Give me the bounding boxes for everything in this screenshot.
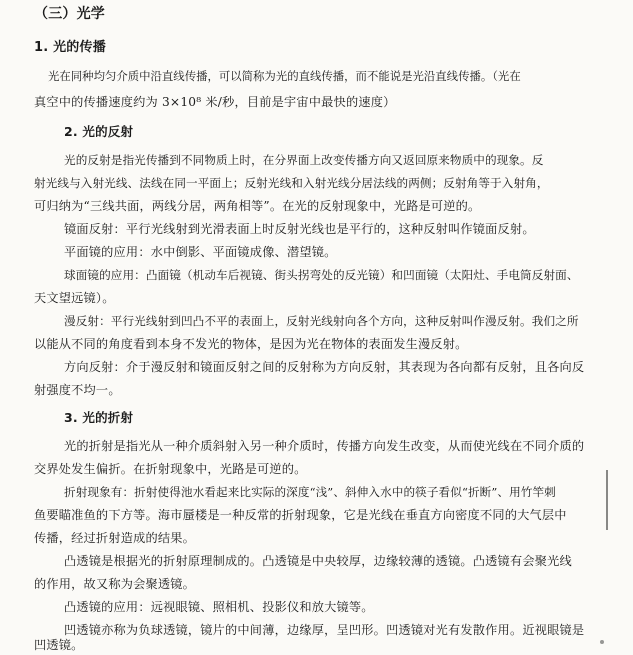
paragraph-line: 射光线与入射光线、法线在同一平面上；反射光线和入射光线分居法线的两侧；反射角等于入射角， (34, 176, 549, 190)
paragraph-line: 凸透镜的应用：远视眼镜、照相机、投影仪和放大镜等。 (64, 600, 374, 614)
paragraph-line: 镜面反射：平行光线射到光滑表面上时反射光线也是平行的，这种反射叫作镜面反射。 (64, 222, 535, 236)
scan-edge-mark (606, 470, 608, 530)
paragraph-line: 凹透镜亦称为负球透镜，镜片的中间薄，边缘厚，呈凹形。凹透镜对光有发散作用。近视眼镜是 (64, 623, 585, 637)
paragraph-line: 凸透镜是根据光的折射原理制成的。凸透镜是中央较厚，边缘较薄的透镜。凸透镜有会聚光线 (64, 554, 572, 568)
paragraph-line: 光的折射是指光从一种介质斜射入另一种介质时，传播方向发生改变，从而使光线在不同介质的 (64, 439, 585, 453)
paragraph-line: 方向反射：介于漫反射和镜面反射之间的反射称为方向反射，其表现为各向都有反射，且各向反 (64, 360, 585, 374)
paragraph-line: 平面镜的应用：水中倒影、平面镜成像、潜望镜。 (64, 245, 337, 259)
paragraph-line: 折射现象有：折射使得池水看起来比实际的深度“浅”、斜伸入水中的筷子看似“折断”、用竹竿刺 (64, 485, 556, 499)
paragraph-line: 漫反射：平行光线射到凹凸不平的表面上，反射光线射向各个方向，这种反射叫作漫反射。我们之所 (64, 314, 579, 328)
subsection-2-title: 2. 光的反射 (64, 124, 134, 139)
paragraph-line: 光在同种均匀介质中沿直线传播，可以简称为光的直线传播，而不能说是光沿直线传播。（光在 (48, 69, 521, 83)
paragraph-line: 的作用，故又称为会聚透镜。 (34, 577, 196, 591)
paragraph-line: 可归纳为“三线共面，两线分居，两角相等”。在光的反射现象中，光路是可逆的。 (34, 199, 481, 213)
paragraph-line: 鱼要瞄准鱼的下方等。海市蜃楼是一种反常的折射现象，它是光线在垂直方向密度不同的大气层中 (34, 508, 567, 522)
paragraph-line: 射强度不均一。 (34, 383, 121, 397)
paragraph-line: 球面镜的应用：凸面镜（机动车后视镜、街头拐弯处的反光镜）和凹面镜（太阳灶、手电筒反射面、 (64, 268, 579, 282)
paragraph-line: 凹透镜。 (34, 638, 84, 652)
section-title: （三）光学 (34, 6, 105, 22)
subsection-3-title: 3. 光的折射 (64, 410, 134, 425)
paragraph-line: 以能从不同的角度看到本身不发光的物体，是因为光在物体的表面发生漫反射。 (34, 337, 468, 351)
paragraph-line: 光的反射是指光传播到不同物质上时，在分界面上改变传播方向又返回原来物质中的现象。反 (64, 153, 544, 167)
paragraph-line: 真空中的传播速度约为 3×10⁸ 米/秒，目前是宇宙中最快的速度） (34, 95, 396, 109)
subsection-1-title: 1. 光的传播 (34, 40, 106, 55)
paragraph-line: 天文望远镜）。 (34, 291, 115, 305)
paragraph-line: 传播，经过折射造成的结果。 (34, 531, 196, 545)
paragraph-line: 交界处发生偏折。在折射现象中，光路是可逆的。 (34, 462, 307, 476)
scan-dust-mark (600, 640, 604, 644)
